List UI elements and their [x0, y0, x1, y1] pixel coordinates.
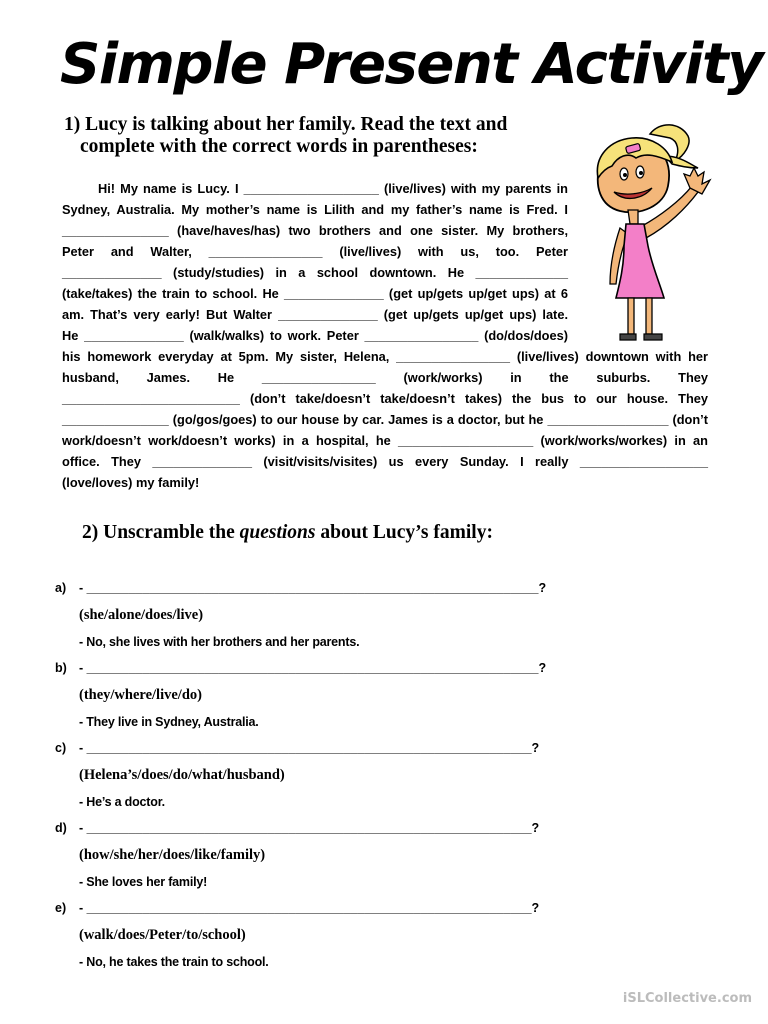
- question-list: [55, 575, 585, 975]
- question-hint: (they/where/live/do): [79, 687, 202, 703]
- question-answer: - He’s a doctor.: [79, 795, 165, 809]
- passage-line: (love/loves) my family!: [62, 475, 200, 490]
- question-letter: c): [55, 741, 67, 755]
- question-answer: - No, she lives with her brothers and her parents.: [79, 635, 360, 649]
- question-hint: (Helena’s/does/do/what/husband): [79, 767, 285, 783]
- passage-line: Peter and Walter, ________________ (live/lives) with us, too. Peter: [62, 244, 568, 259]
- passage-line: _________________________ (don’t take/doesn’t take/doesn’t takes) the bus to our house. They: [62, 391, 708, 406]
- passage-line: work/doesn’t work/doesn’t works) in a hospital, he ___________________ (work/works/workes) in an: [62, 433, 708, 448]
- section-2-heading-italic: questions: [239, 522, 316, 543]
- passage-line: _______________ (have/haves/has) two brothers and one sister. My brothers,: [62, 223, 568, 238]
- page-title: Simple Present Activity: [60, 32, 763, 97]
- answer-blank: - ________________________________________________________________?: [79, 821, 540, 835]
- passage-line: He ______________ (walk/walks) to work. Peter ________________ (do/dos/does): [62, 328, 568, 343]
- passage-line: husband, James. He ________________ (work/works) in the suburbs. They: [62, 370, 708, 385]
- question-letter: a): [55, 581, 67, 595]
- passage-line: (take/takes) the train to school. He ______________ (get up/gets up/get ups) at 6: [62, 286, 568, 301]
- question-letter: b): [55, 661, 67, 675]
- watermark: iSLCollective.com: [622, 991, 752, 1006]
- passage: [62, 178, 708, 493]
- section-1-heading-line-2: complete with the correct words in parentheses:: [80, 136, 478, 157]
- passage-line: Sydney, Australia. My mother’s name is Lilith and my father’s name is Fred. I: [62, 202, 568, 217]
- passage-line: ______________ (study/studies) in a school downtown. He _____________: [62, 265, 568, 280]
- question-item: [55, 815, 585, 895]
- answer-blank: - _________________________________________________________________?: [79, 581, 547, 595]
- answer-blank: - ________________________________________________________________?: [79, 901, 540, 915]
- question-letter: e): [55, 901, 67, 915]
- passage-line: am. That’s very early! But Walter ______________ (get up/gets up/get ups) late.: [62, 307, 568, 322]
- section-1-heading-line-1: 1) Lucy is talking about her family. Read the text and: [64, 114, 508, 135]
- question-item: [55, 575, 585, 655]
- question-answer: - She loves her family!: [79, 875, 208, 889]
- section-2-heading: [82, 522, 682, 544]
- answer-blank: - ________________________________________________________________?: [79, 741, 540, 755]
- question-item: [55, 735, 585, 815]
- question-hint: (she/alone/does/live): [79, 607, 204, 623]
- question-answer: - They live in Sydney, Australia.: [79, 715, 259, 729]
- question-letter: d): [55, 821, 67, 835]
- passage-line: his homework everyday at 5pm. My sister, Helena, ________________ (live/lives) downtown with her: [62, 349, 708, 364]
- passage-line: _______________ (go/gos/goes) to our house by car. James is a doctor, but he _________________ (don’t: [62, 412, 708, 427]
- section-2-heading-suffix: about Lucy’s family:: [315, 522, 493, 543]
- question-answer: - No, he takes the train to school.: [79, 955, 269, 969]
- passage-line: office. They ______________ (visit/visits/visites) us every Sunday. I really __________________: [62, 454, 708, 469]
- section-2-heading-prefix: 2) Unscramble the: [82, 522, 240, 543]
- question-hint: (how/she/her/does/like/family): [79, 847, 266, 863]
- passage-line: Hi! My name is Lucy. I ___________________ (live/lives) with my parents in: [98, 181, 568, 196]
- section-1-heading: [64, 114, 569, 158]
- question-item: [55, 895, 585, 975]
- answer-blank: - _________________________________________________________________?: [79, 661, 547, 675]
- question-hint: (walk/does/Peter/to/school): [79, 927, 246, 943]
- question-item: [55, 655, 585, 735]
